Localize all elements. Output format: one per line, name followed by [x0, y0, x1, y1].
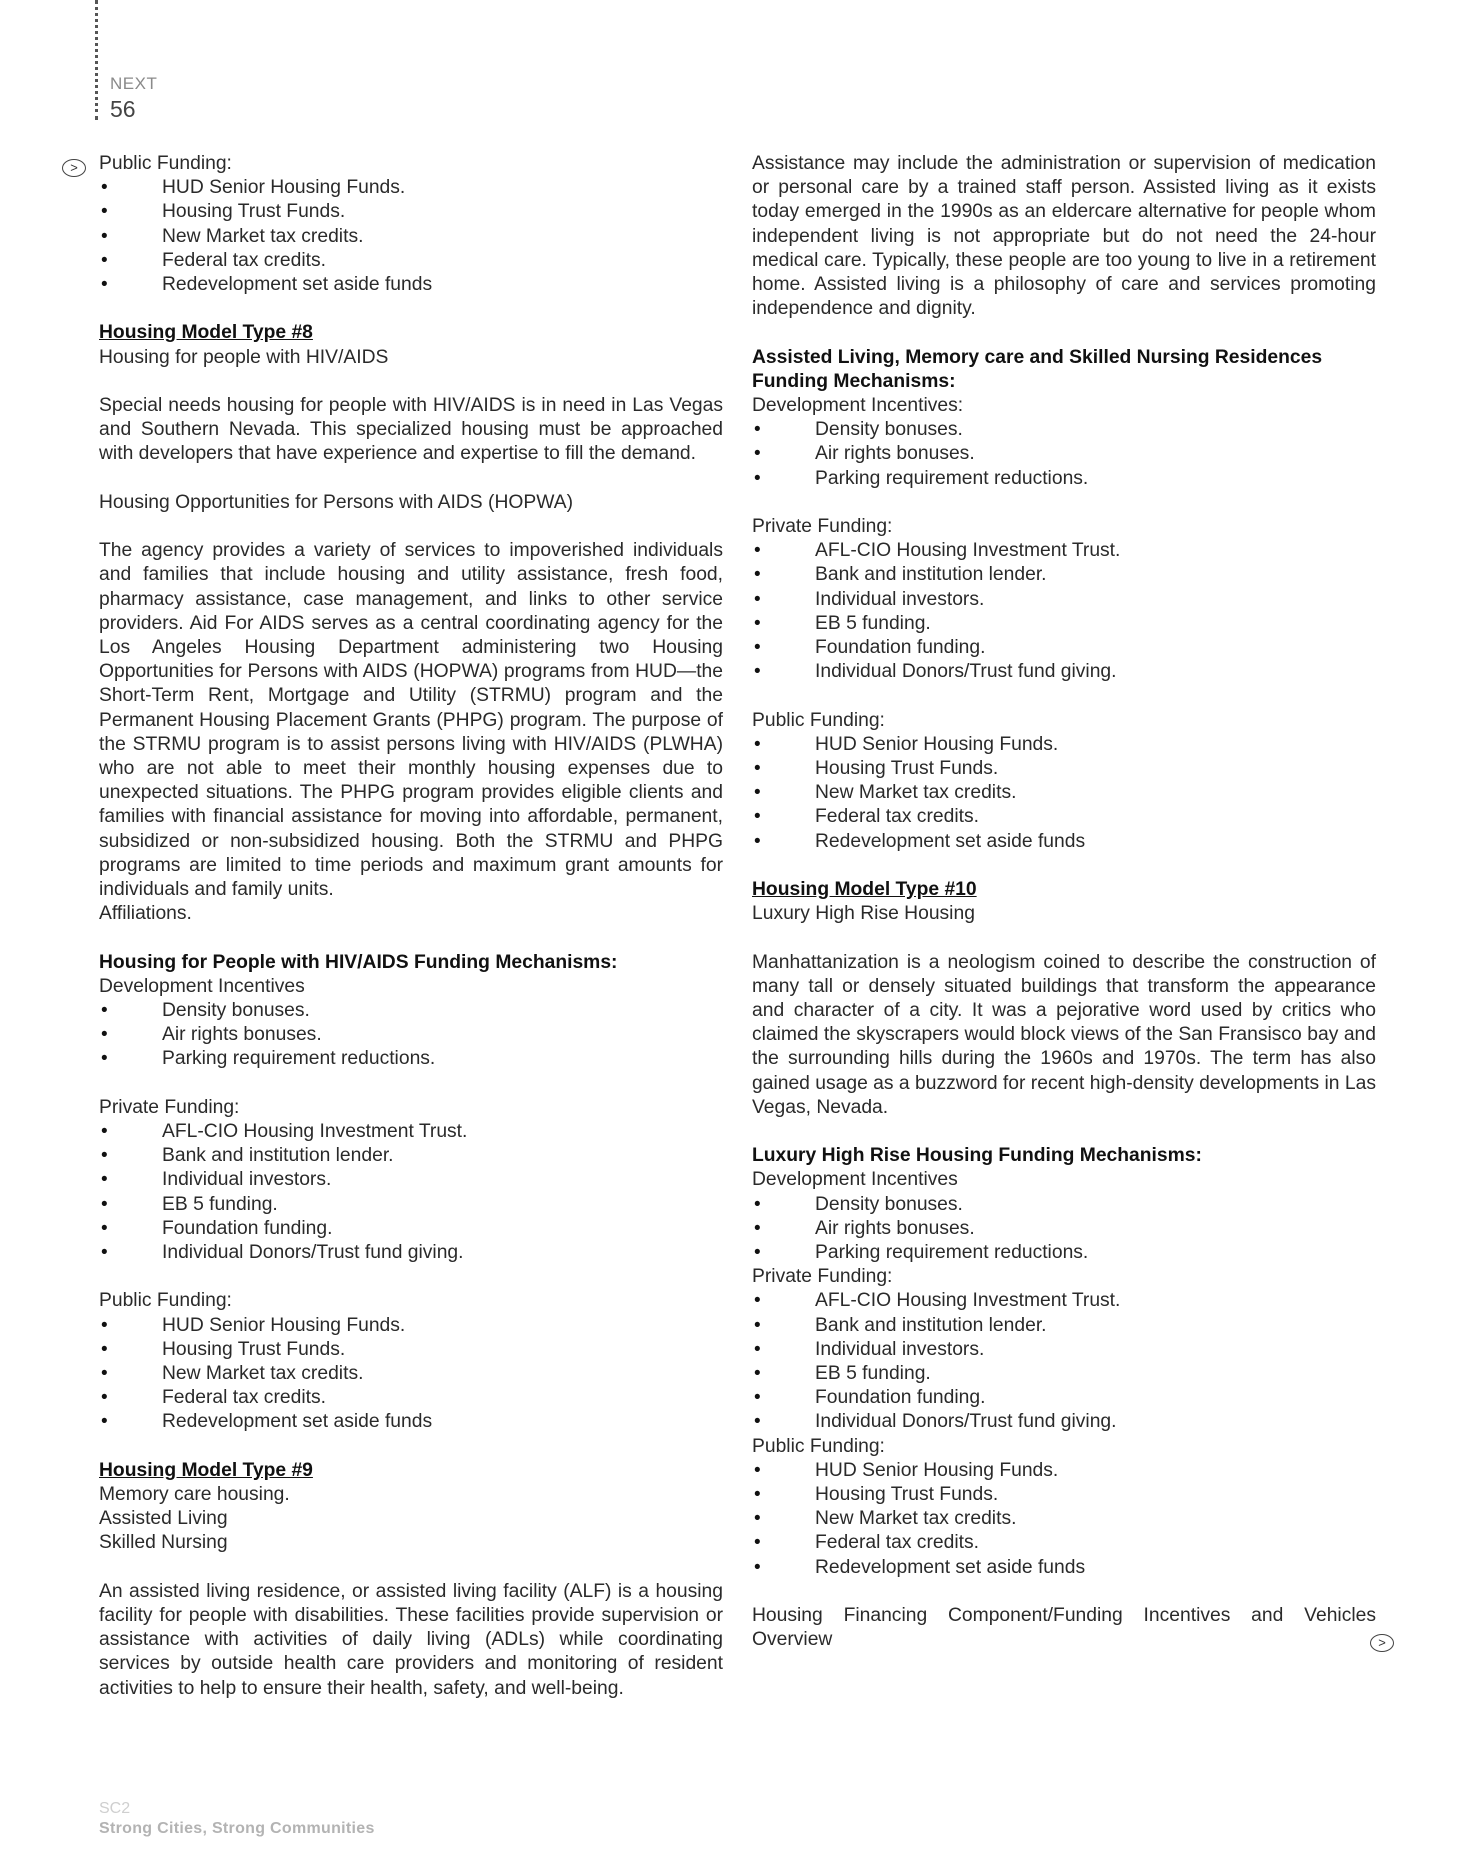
list-item: • EB 5 funding.: [752, 1362, 1376, 1386]
list-item: • Redevelopment set aside funds: [99, 1410, 723, 1434]
private-funding-label: Private Funding:: [99, 1096, 240, 1118]
next-page-arrow-icon[interactable]: >: [1370, 1634, 1394, 1652]
list-item: • Bank and institution lender.: [752, 1314, 1376, 1338]
luxury-funding-heading: Luxury High Rise Housing Funding Mechanisms:: [752, 1145, 1202, 1167]
type10-subtitle: Luxury High Rise Housing: [752, 903, 975, 925]
type8-heading: Housing Model Type #8: [99, 322, 313, 344]
type9-paragraph: An assisted living residence, or assisted living facility (ALF) is a housing facility for people with disabilities. These facilities provide supervision or assistance with activities of daily living (ADLs) while coordinating services by outside health care providers and monitoring of resident activities to help to ensure their health, safety, and well-being.: [99, 1580, 723, 1699]
list-item: • Federal tax credits.: [99, 1386, 723, 1410]
list-item: • Foundation funding.: [752, 1386, 1376, 1410]
right-column: [752, 152, 1376, 1652]
public-funding-list-2: [99, 1314, 723, 1435]
list-item: • Housing Trust Funds.: [99, 1338, 723, 1362]
affiliations-text: Affiliations.: [99, 903, 192, 925]
page-number: 56: [110, 96, 136, 122]
footer-code: SC2: [99, 1800, 131, 1817]
list-item: • AFL-CIO Housing Investment Trust.: [752, 539, 1376, 563]
private-funding-list: [752, 539, 1376, 684]
list-item: • Federal tax credits.: [99, 249, 723, 273]
list-item: • HUD Senior Housing Funds.: [752, 733, 1376, 757]
list-item: • Redevelopment set aside funds: [752, 1556, 1376, 1580]
type10-heading: Housing Model Type #10: [752, 879, 977, 901]
list-item: • Density bonuses.: [99, 999, 723, 1023]
list-item: • Air rights bonuses.: [752, 1217, 1376, 1241]
type9-heading: Housing Model Type #9: [99, 1459, 313, 1481]
list-item: • Parking requirement reductions.: [752, 467, 1376, 491]
private-funding-list: [99, 1120, 723, 1265]
dev-incentives-list-2: [752, 1193, 1376, 1266]
private-funding-label-2: Private Funding:: [752, 1266, 893, 1288]
list-item: • Density bonuses.: [752, 1193, 1376, 1217]
list-item: • Parking requirement reductions.: [752, 1241, 1376, 1265]
list-item: • Housing Trust Funds.: [99, 200, 723, 224]
list-item: • Air rights bonuses.: [752, 442, 1376, 466]
list-item: • New Market tax credits.: [99, 1362, 723, 1386]
list-item: • Foundation funding.: [99, 1217, 723, 1241]
list-item: • New Market tax credits.: [99, 225, 723, 249]
list-item: • Individual Donors/Trust fund giving.: [752, 1410, 1376, 1434]
list-item: • Foundation funding.: [752, 636, 1376, 660]
footer-title: Strong Cities, Strong Communities: [99, 1820, 375, 1837]
dev-incentives-list: [99, 999, 723, 1072]
dev-incentives-label: Development Incentives:: [752, 395, 964, 417]
closing-line: Housing Financing Component/Funding Incentives and Vehicles Overview: [752, 1605, 1376, 1651]
list-item: • HUD Senior Housing Funds.: [752, 1459, 1376, 1483]
public-funding-list-2: [752, 1459, 1376, 1580]
list-item: • Individual investors.: [752, 1338, 1376, 1362]
list-item: • Individual Donors/Trust fund giving.: [99, 1241, 723, 1265]
list-item: • EB 5 funding.: [99, 1193, 723, 1217]
public-funding-list: [752, 733, 1376, 854]
list-item: • Parking requirement reductions.: [99, 1047, 723, 1071]
list-item: • EB 5 funding.: [752, 612, 1376, 636]
public-funding-list: [99, 176, 723, 297]
next-label: NEXT: [110, 74, 158, 93]
list-item: • AFL-CIO Housing Investment Trust.: [99, 1120, 723, 1144]
list-item: • Federal tax credits.: [752, 1531, 1376, 1555]
type8-paragraph: Special needs housing for people with HIV/AIDS is in need in Las Vegas and Southern Nevada. This specialized housing must be approached with developers that have experience and expertise to fill the demand.: [99, 395, 723, 465]
private-funding-list-2: [752, 1289, 1376, 1434]
type8-subtitle: Housing for people with HIV/AIDS: [99, 346, 389, 368]
left-column: [99, 152, 723, 1701]
list-item: • Individual investors.: [99, 1168, 723, 1192]
hopwa-title: Housing Opportunities for Persons with AIDS (HOPWA): [99, 491, 573, 513]
type9-line: Skilled Nursing: [99, 1532, 228, 1554]
list-item: • Bank and institution lender.: [99, 1144, 723, 1168]
list-item: • AFL-CIO Housing Investment Trust.: [752, 1289, 1376, 1313]
type9-line: Memory care housing.: [99, 1484, 290, 1506]
private-funding-label: Private Funding:: [752, 516, 893, 538]
list-item: • New Market tax credits.: [752, 1507, 1376, 1531]
dotted-margin-line: [95, 0, 98, 120]
list-item: • Individual investors.: [752, 588, 1376, 612]
list-item: • Redevelopment set aside funds: [752, 830, 1376, 854]
public-funding-label-2: Public Funding:: [752, 1435, 885, 1457]
public-funding-label: Public Funding:: [99, 153, 232, 174]
prev-page-arrow-icon[interactable]: >: [62, 159, 86, 177]
list-item: • Redevelopment set aside funds: [99, 273, 723, 297]
dev-incentives-list: [752, 418, 1376, 491]
list-item: • Individual Donors/Trust fund giving.: [752, 660, 1376, 684]
list-item: • Density bonuses.: [752, 418, 1376, 442]
type9-line: Assisted Living: [99, 1508, 228, 1530]
list-item: • Housing Trust Funds.: [752, 757, 1376, 781]
public-funding-label-2: Public Funding:: [99, 1290, 232, 1312]
list-item: • HUD Senior Housing Funds.: [99, 176, 723, 200]
list-item: • Housing Trust Funds.: [752, 1483, 1376, 1507]
type10-paragraph: Manhattanization is a neologism coined to describe the construction of many tall or densely situated buildings that transform the appearance and character of a city. It was a pejorative word used by critics who claimed the skyscrapers would block views of the San Fransisco bay and the surrounding hills during the 1960s and 1970s. The term has also gained usage as a buzzword for recent high-density developments in Las Vegas, Nevada.: [752, 951, 1376, 1118]
list-item: • HUD Senior Housing Funds.: [99, 1314, 723, 1338]
public-funding-label: Public Funding:: [752, 709, 885, 731]
list-item: • Federal tax credits.: [752, 805, 1376, 829]
dev-incentives-label: Development Incentives: [99, 975, 305, 997]
dev-incentives-label-2: Development Incentives: [752, 1169, 958, 1191]
alf-funding-heading: Assisted Living, Memory care and Skilled Nursing Residences Funding Mechanisms:: [752, 346, 1323, 392]
list-item: • Bank and institution lender.: [752, 563, 1376, 587]
hiv-funding-heading: Housing for People with HIV/AIDS Funding Mechanisms:: [99, 951, 618, 973]
assisted-living-intro: Assistance may include the administration or supervision of medication or personal care by a trained staff person. Assisted living as it exists today emerged in the 1990s as an eldercare alternative for people whom independent living is not appropriate but do not need the 24-hour medical care. Typically, these people are too young to live in a retirement home. Assisted living is a philosophy of care and services promoting independence and dignity.: [752, 153, 1376, 320]
hopwa-paragraph: The agency provides a variety of services to impoverished individuals and families that include housing and utility assistance, fresh food, pharmacy assistance, case management, and links to other service providers. Aid For AIDS serves as a central coordinating agency for the Los Angeles Housing Department administering two Housing Opportunities for Persons with AIDS (HOPWA) programs from HUD—the Short-Term Rent, Mortgage and Utility (STRMU) program and the Permanent Housing Placement Grants (PHPG) program. The purpose of the STRMU program is to assist persons living with HIV/AIDS (PLWHA) who are not able to meet their monthly housing expenses due to unexpected situations. The PHPG program provides eligible clients and families with financial assistance for moving into affordable, permanent, subsidized or non-subsidized housing. Both the STRMU and PHPG programs are limited to time periods and maximum grant amounts for individuals and family units.: [99, 540, 723, 901]
list-item: • Air rights bonuses.: [99, 1023, 723, 1047]
list-item: • New Market tax credits.: [752, 781, 1376, 805]
